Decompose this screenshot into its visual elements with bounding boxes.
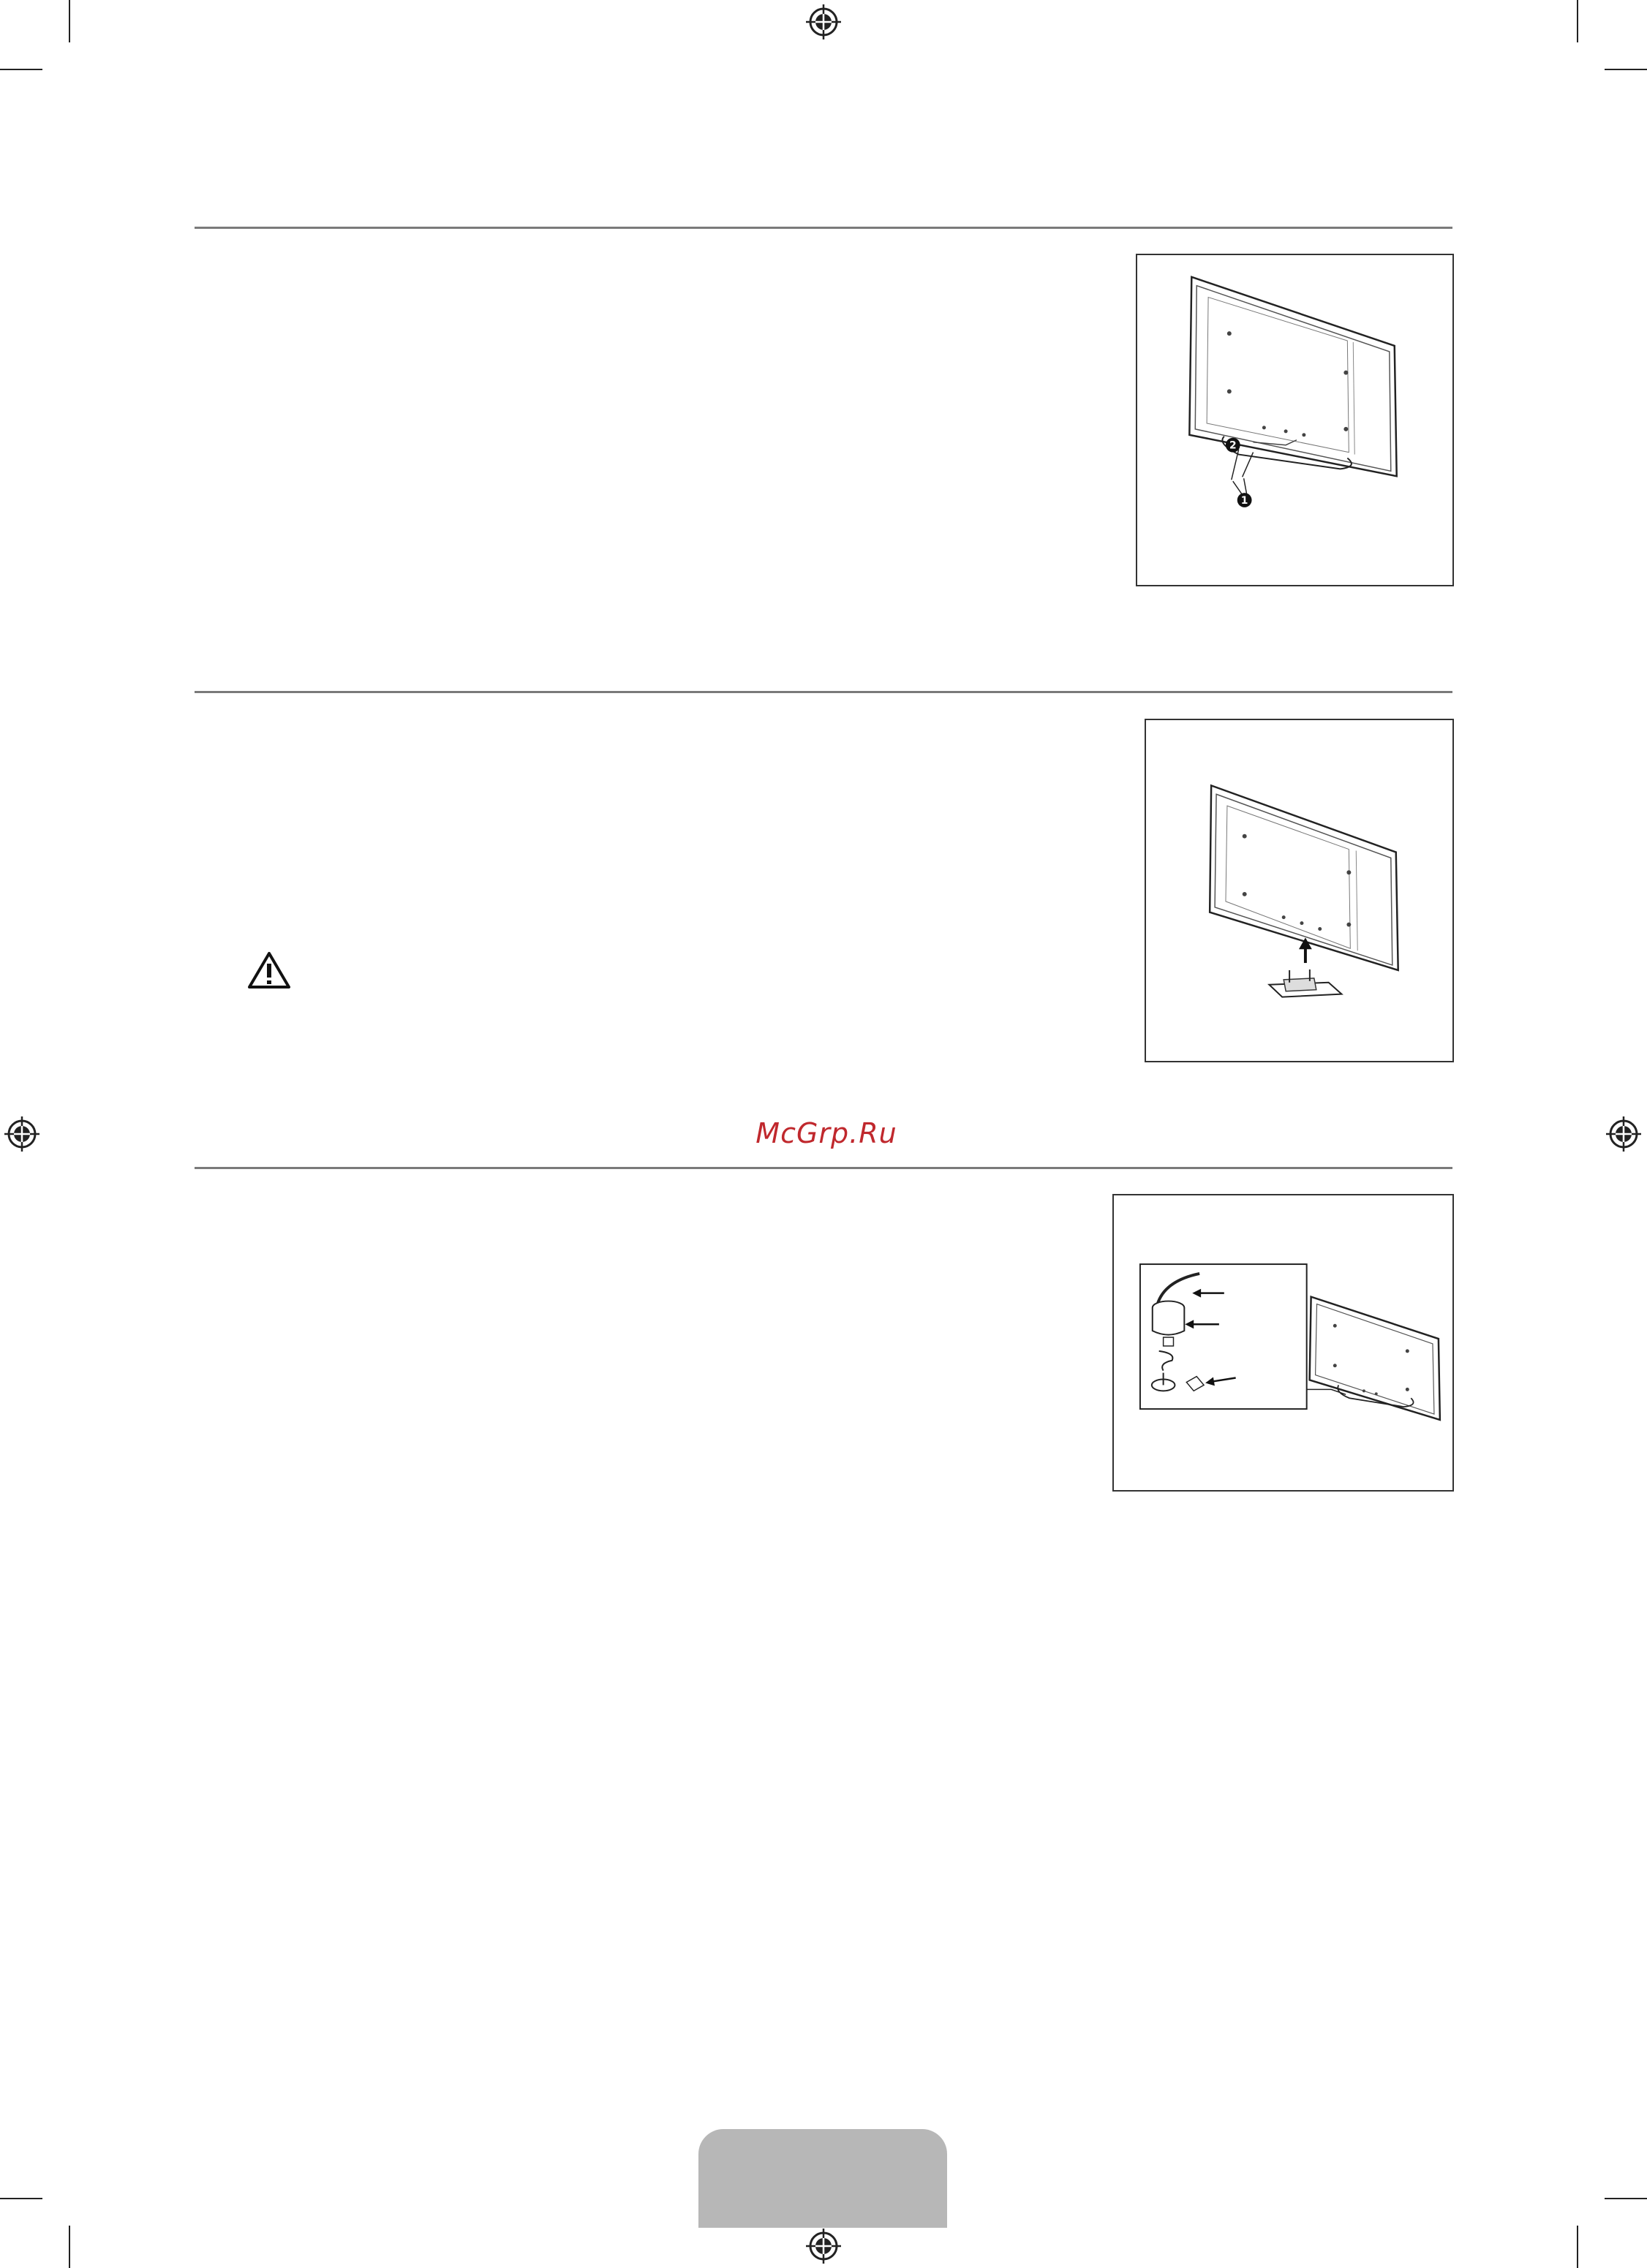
tv-rear-illustration xyxy=(1137,255,1452,585)
section-divider-3 xyxy=(195,1167,1452,1169)
crop-mark xyxy=(1605,69,1647,70)
registration-mark-icon xyxy=(804,3,843,41)
crop-mark xyxy=(0,69,42,70)
figure-tv-stand-attached xyxy=(1136,254,1454,586)
figure-cable-holder xyxy=(1112,1194,1454,1492)
warning-triangle-icon xyxy=(247,950,291,990)
registration-mark-icon xyxy=(1605,1115,1643,1153)
registration-mark-icon xyxy=(804,2227,843,2265)
registration-mark-icon xyxy=(3,1115,41,1153)
crop-mark xyxy=(1605,2198,1647,2199)
crop-mark xyxy=(1577,0,1578,42)
crop-mark xyxy=(69,2226,70,2268)
section-divider-1 xyxy=(195,227,1452,229)
page-number-tab xyxy=(698,2129,947,2228)
figure-tv-stand-removed xyxy=(1145,719,1454,1062)
section-divider-2 xyxy=(195,691,1452,693)
callout-2-label: 2 xyxy=(1229,439,1237,452)
cable-holder-illustration xyxy=(1114,1195,1452,1490)
crop-mark xyxy=(0,2198,42,2199)
watermark-text: McGrp.Ru xyxy=(755,1117,897,1149)
tv-removal-illustration xyxy=(1146,720,1452,1061)
callout-1-label: 1 xyxy=(1240,494,1248,507)
crop-mark xyxy=(69,0,70,42)
crop-mark xyxy=(1577,2226,1578,2268)
